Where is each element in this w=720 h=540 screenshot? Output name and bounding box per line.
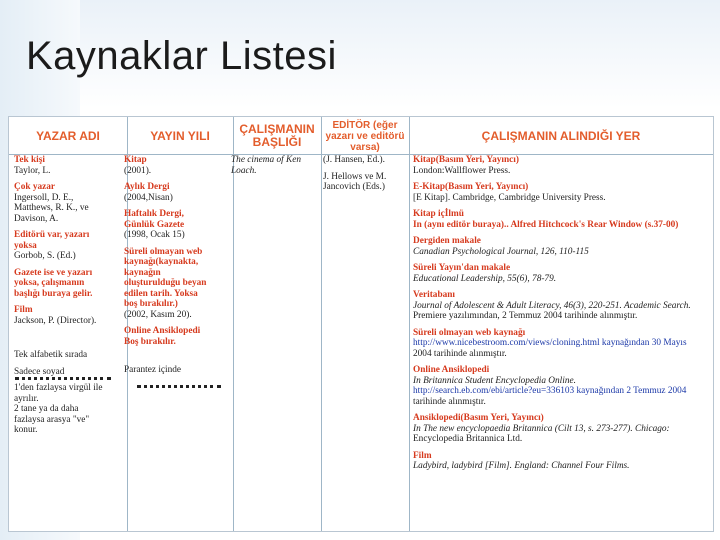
author-entry: Matthews, R. K., ve bbox=[14, 203, 89, 213]
source-entry: Premiere yazılımından, 2 Temmuz 2004 tarihinde alınmıştır. bbox=[413, 311, 638, 321]
source-entry: Süreli Yayın'dan makale bbox=[413, 263, 511, 273]
year-entry: (2002, Kasım 20). bbox=[124, 309, 192, 320]
source-entry: Süreli olmayan web kaynağı bbox=[413, 327, 526, 338]
editor-column bbox=[323, 155, 407, 193]
year-entry: edilen tarih. Yoksa bbox=[124, 288, 198, 299]
year-entry: kaynağı(kaynakta, bbox=[124, 257, 199, 267]
source-entry: In The new encyclopaedia Britannica (Cilt 13, s. 273-277). Chicago: bbox=[413, 423, 670, 434]
author-entry: Editörü var, yazarı bbox=[14, 230, 90, 240]
year-entry: oluşturulduğu beyan bbox=[124, 278, 207, 288]
author-entry: yoksa bbox=[14, 240, 37, 251]
source-entry: http://www.nicebestroom.com/views/cloning.html kaynağından 30 Mayıs bbox=[413, 338, 687, 348]
author-entry: 2 tane ya da daha bbox=[14, 404, 79, 414]
author-entry: Ingersoll, D. E., bbox=[14, 192, 74, 203]
year-entry: (2001). bbox=[124, 165, 152, 176]
author-entry: Gazete ise ve yazarı bbox=[14, 267, 93, 278]
header-work-title: ÇALIŞMANIN BAŞLIĞI bbox=[239, 122, 315, 149]
source-entry: Veritabanı bbox=[413, 290, 456, 300]
column-divider bbox=[233, 117, 234, 531]
column-divider bbox=[409, 117, 410, 531]
author-entry: Davison, A. bbox=[14, 213, 59, 224]
author-entry: Gorbob, S. (Ed.) bbox=[14, 251, 76, 261]
source-entry: Dergiden makale bbox=[413, 236, 481, 246]
source-entry: tarihinde alınmıştır. bbox=[413, 396, 486, 407]
source-entry: Encyclopedia Britannica Ltd. bbox=[413, 434, 523, 444]
source-entry: Ladybird, ladybird [Film]. England: Channel Four Films. bbox=[413, 461, 630, 471]
work-title-entry: The cinema of Ken bbox=[231, 155, 301, 165]
source-entry: http://search.eb.com/ebi/article?eu=336103 kaynağından 2 Temmuz 2004 bbox=[413, 386, 687, 396]
author-entry: Çok yazar bbox=[14, 182, 56, 192]
year-entry: boş bırakılır.) bbox=[124, 299, 178, 309]
author-entry: Jackson, P. (Director). bbox=[14, 315, 97, 326]
source-entry: E-Kitap(Basım Yeri, Yayıncı) bbox=[413, 182, 529, 192]
year-entry: Online Ansiklopedi bbox=[124, 326, 201, 336]
source-entry: London:Wallflower Press. bbox=[413, 165, 511, 176]
year-entry: Süreli olmayan web bbox=[124, 246, 203, 257]
source-entry: 2004 tarihinde alınmıştır. bbox=[413, 348, 507, 359]
author-entry: 1'den fazlaysa virgül ile bbox=[14, 383, 103, 393]
year-entry: Haftalık Dergi, bbox=[124, 209, 184, 219]
work-title-column bbox=[231, 155, 317, 176]
year-entry: (2004,Nisan) bbox=[124, 192, 173, 203]
slide-title: Kaynaklar Listesi bbox=[26, 34, 337, 78]
column-divider bbox=[321, 117, 322, 531]
source-entry: Film bbox=[413, 450, 432, 461]
year-entry: (1998, Ocak 15) bbox=[124, 230, 185, 240]
source-column bbox=[413, 155, 709, 472]
source-entry: In Britannica Student Encyclopedia Online. bbox=[413, 375, 576, 386]
author-entry: ayrılır. bbox=[14, 393, 39, 404]
source-entry: Journal of Adolescent & Adult Literacy, 46(3), 220-251. Academic Search. bbox=[413, 300, 691, 311]
author-column bbox=[14, 155, 124, 436]
year-entry: Günlük Gazete bbox=[124, 219, 185, 230]
dotted-separator bbox=[15, 377, 111, 380]
source-entry: Kitap içİlmü bbox=[413, 209, 464, 219]
source-entry: In (aynı editör buraya).. Alfred Hitchcock's Rear Window (s.37-00) bbox=[413, 219, 679, 230]
header-editor: EDİTÖR (eğer yazarı ve editörü varsa) bbox=[325, 119, 405, 153]
work-title-entry: Loach. bbox=[231, 165, 257, 176]
source-entry: Kitap(Basım Yeri, Yayıncı) bbox=[413, 155, 519, 165]
editor-entry: J. Hellows ve M. bbox=[323, 171, 387, 182]
year-entry: Parantez içinde bbox=[124, 365, 182, 375]
author-entry: Film bbox=[14, 305, 33, 315]
reference-table bbox=[8, 116, 714, 532]
year-entry: Aylık Dergi bbox=[124, 182, 170, 192]
source-entry: Ansiklopedi(Basım Yeri, Yayıncı) bbox=[413, 413, 544, 423]
source-entry: [E Kitap]. Cambridge, Cambridge University Press. bbox=[413, 192, 606, 203]
year-column bbox=[124, 155, 228, 376]
author-entry: başlığı buraya gelir. bbox=[14, 288, 93, 299]
year-entry: Kitap bbox=[124, 155, 147, 165]
author-entry: yoksa, çalışmanın bbox=[14, 278, 85, 288]
author-entry: konur. bbox=[14, 425, 38, 435]
author-entry: Taylor, L. bbox=[14, 165, 51, 176]
editor-entry: Jancovich (Eds.) bbox=[323, 182, 385, 192]
source-entry: Online Ansiklopedi bbox=[413, 365, 490, 375]
dotted-separator bbox=[137, 385, 221, 388]
source-entry: Canadian Psychological Journal, 126, 110-115 bbox=[413, 246, 589, 257]
year-entry: kaynağın bbox=[124, 267, 161, 278]
editor-entry: (J. Hansen, Ed.). bbox=[323, 155, 385, 165]
source-entry: Educational Leadership, 55(6), 78-79. bbox=[413, 273, 557, 284]
header-source: ÇALIŞMANIN ALINDIĞI YER bbox=[481, 128, 641, 143]
author-entry: Tek alfabetik sırada bbox=[14, 350, 88, 360]
author-entry: fazlaysa arasya "ve" bbox=[14, 414, 90, 425]
year-entry: Boş bırakılır. bbox=[124, 336, 176, 347]
header-year: YAYIN YILI bbox=[150, 128, 210, 143]
author-entry: Tek kişi bbox=[14, 155, 45, 165]
author-entry: Sadece soyad bbox=[14, 366, 65, 377]
header-author: YAZAR ADI bbox=[36, 128, 100, 143]
